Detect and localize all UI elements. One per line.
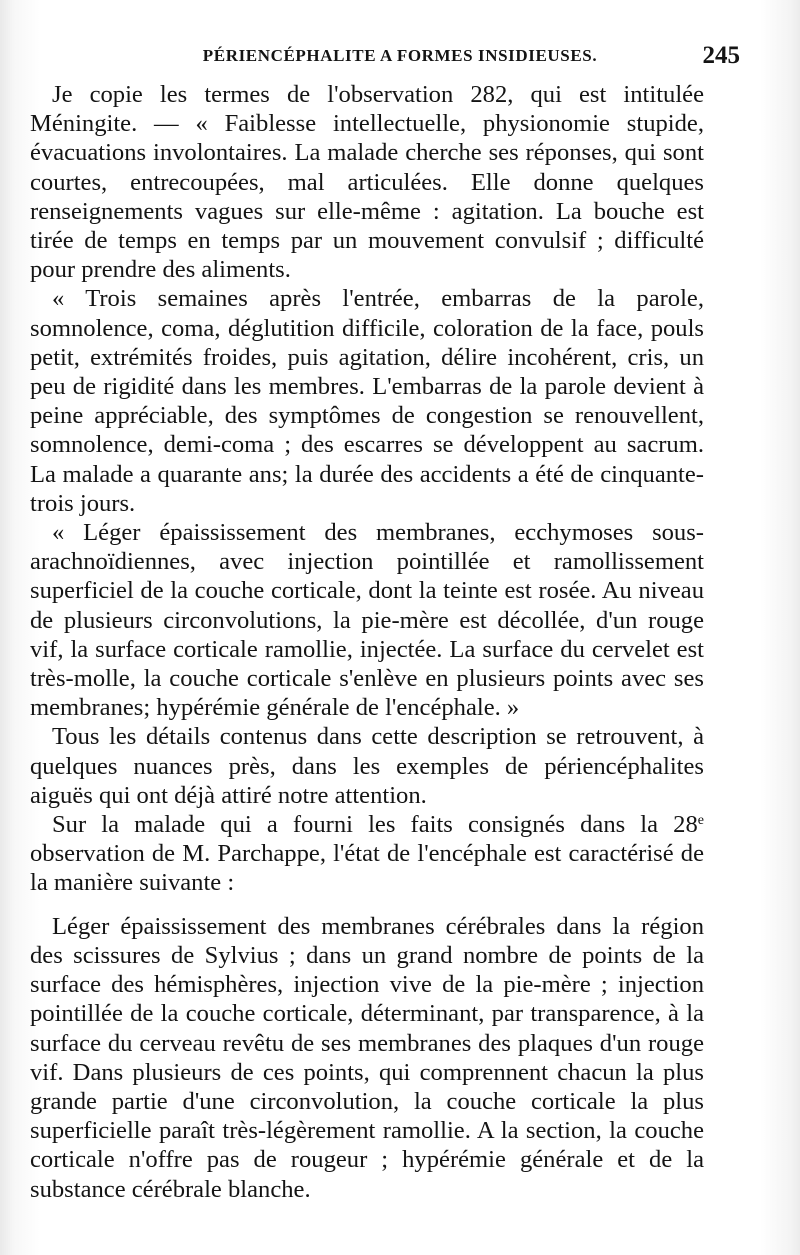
paragraph-comparison: Tous les détails contenus dans cette description se retrouvent, à quelques nuances près, dans les exemples de périencéphalites aiguës qui ont déjà attiré notre attention. bbox=[30, 723, 704, 809]
page-number: 245 bbox=[702, 42, 740, 69]
paragraph-parchappe-start: Sur la malade qui a fourni les faits consignés dans la 28 bbox=[52, 811, 698, 839]
running-title: PÉRIENCÉPHALITE A FORMES INSIDIEUSES. bbox=[202, 46, 598, 65]
paragraph-parchappe bbox=[30, 810, 704, 898]
paragraph-parchappe-end: observation de M. Parchappe, l'état de l'encéphale est caractérisé de la manière suivante : bbox=[30, 840, 704, 897]
paragraph-lesions: Léger épaississement des membranes cérébrales dans la région des scissures de Sylvius ; dans un grand nombre de points de la surface des hémisphères, injection vive de la pie-mère ; injection pointillée de la couche corticale, déterminant, par transparence, à la surface du cerveau revêtu de ses membranes des plaques d'un rouge vif. Dans plusieurs de ces points, qui comprennent chacun la plus grande partie d'une circonvolution, la couche corticale la plus superficielle paraît très-légèrement ramollie. A la section, la couche corticale n'offre pas de rougeur ; hypérémie générale et de la substance cérébrale blanche. bbox=[30, 912, 704, 1203]
ordinal-superscript: e bbox=[697, 813, 704, 829]
running-head bbox=[30, 44, 770, 74]
body-text bbox=[30, 80, 704, 1204]
paragraph-symptoms: « Trois semaines après l'entrée, embarras de la parole, somnolence, coma, déglutition difficile, coloration de la face, pouls petit, extrémités froides, puis agitation, délire incohérent, cris, un peu de rigidité dans les membres. L'embarras de la parole devient à peine appréciable, des symptômes de congestion se renouvellent, somnolence, demi-coma ; des escarres se développent au sacrum. La malade a quarante ans; la durée des accidents a été de cinquante-trois jours. bbox=[30, 285, 704, 517]
paragraph-observation-282: Je copie les termes de l'observation 282, qui est intitulée Méningite. — « Faiblesse intellectuelle, physionomie stupide, évacuations involontaires. La malade cherche ses réponses, qui sont courtes, entrecoupées, mal articulées. Elle donne quelques renseignements vagues sur elle-même : agitation. La bouche est tirée de temps en temps par un mouvement convulsif ; difficulté pour prendre des aliments. bbox=[30, 81, 704, 284]
paragraph-autopsy: « Léger épaississement des membranes, ecchymoses sous-arachnoïdiennes, avec injection pointillée et ramollissement superficiel de la couche corticale, dont la teinte est rosée. Au niveau de plusieurs circonvolutions, la pie-mère est décollée, d'un rouge vif, la surface corticale ramollie, injectée. La surface du cervelet est très-molle, la couche corticale s'enlève en plusieurs points avec ses membranes; hypérémie générale de l'encéphale. » bbox=[30, 519, 704, 722]
